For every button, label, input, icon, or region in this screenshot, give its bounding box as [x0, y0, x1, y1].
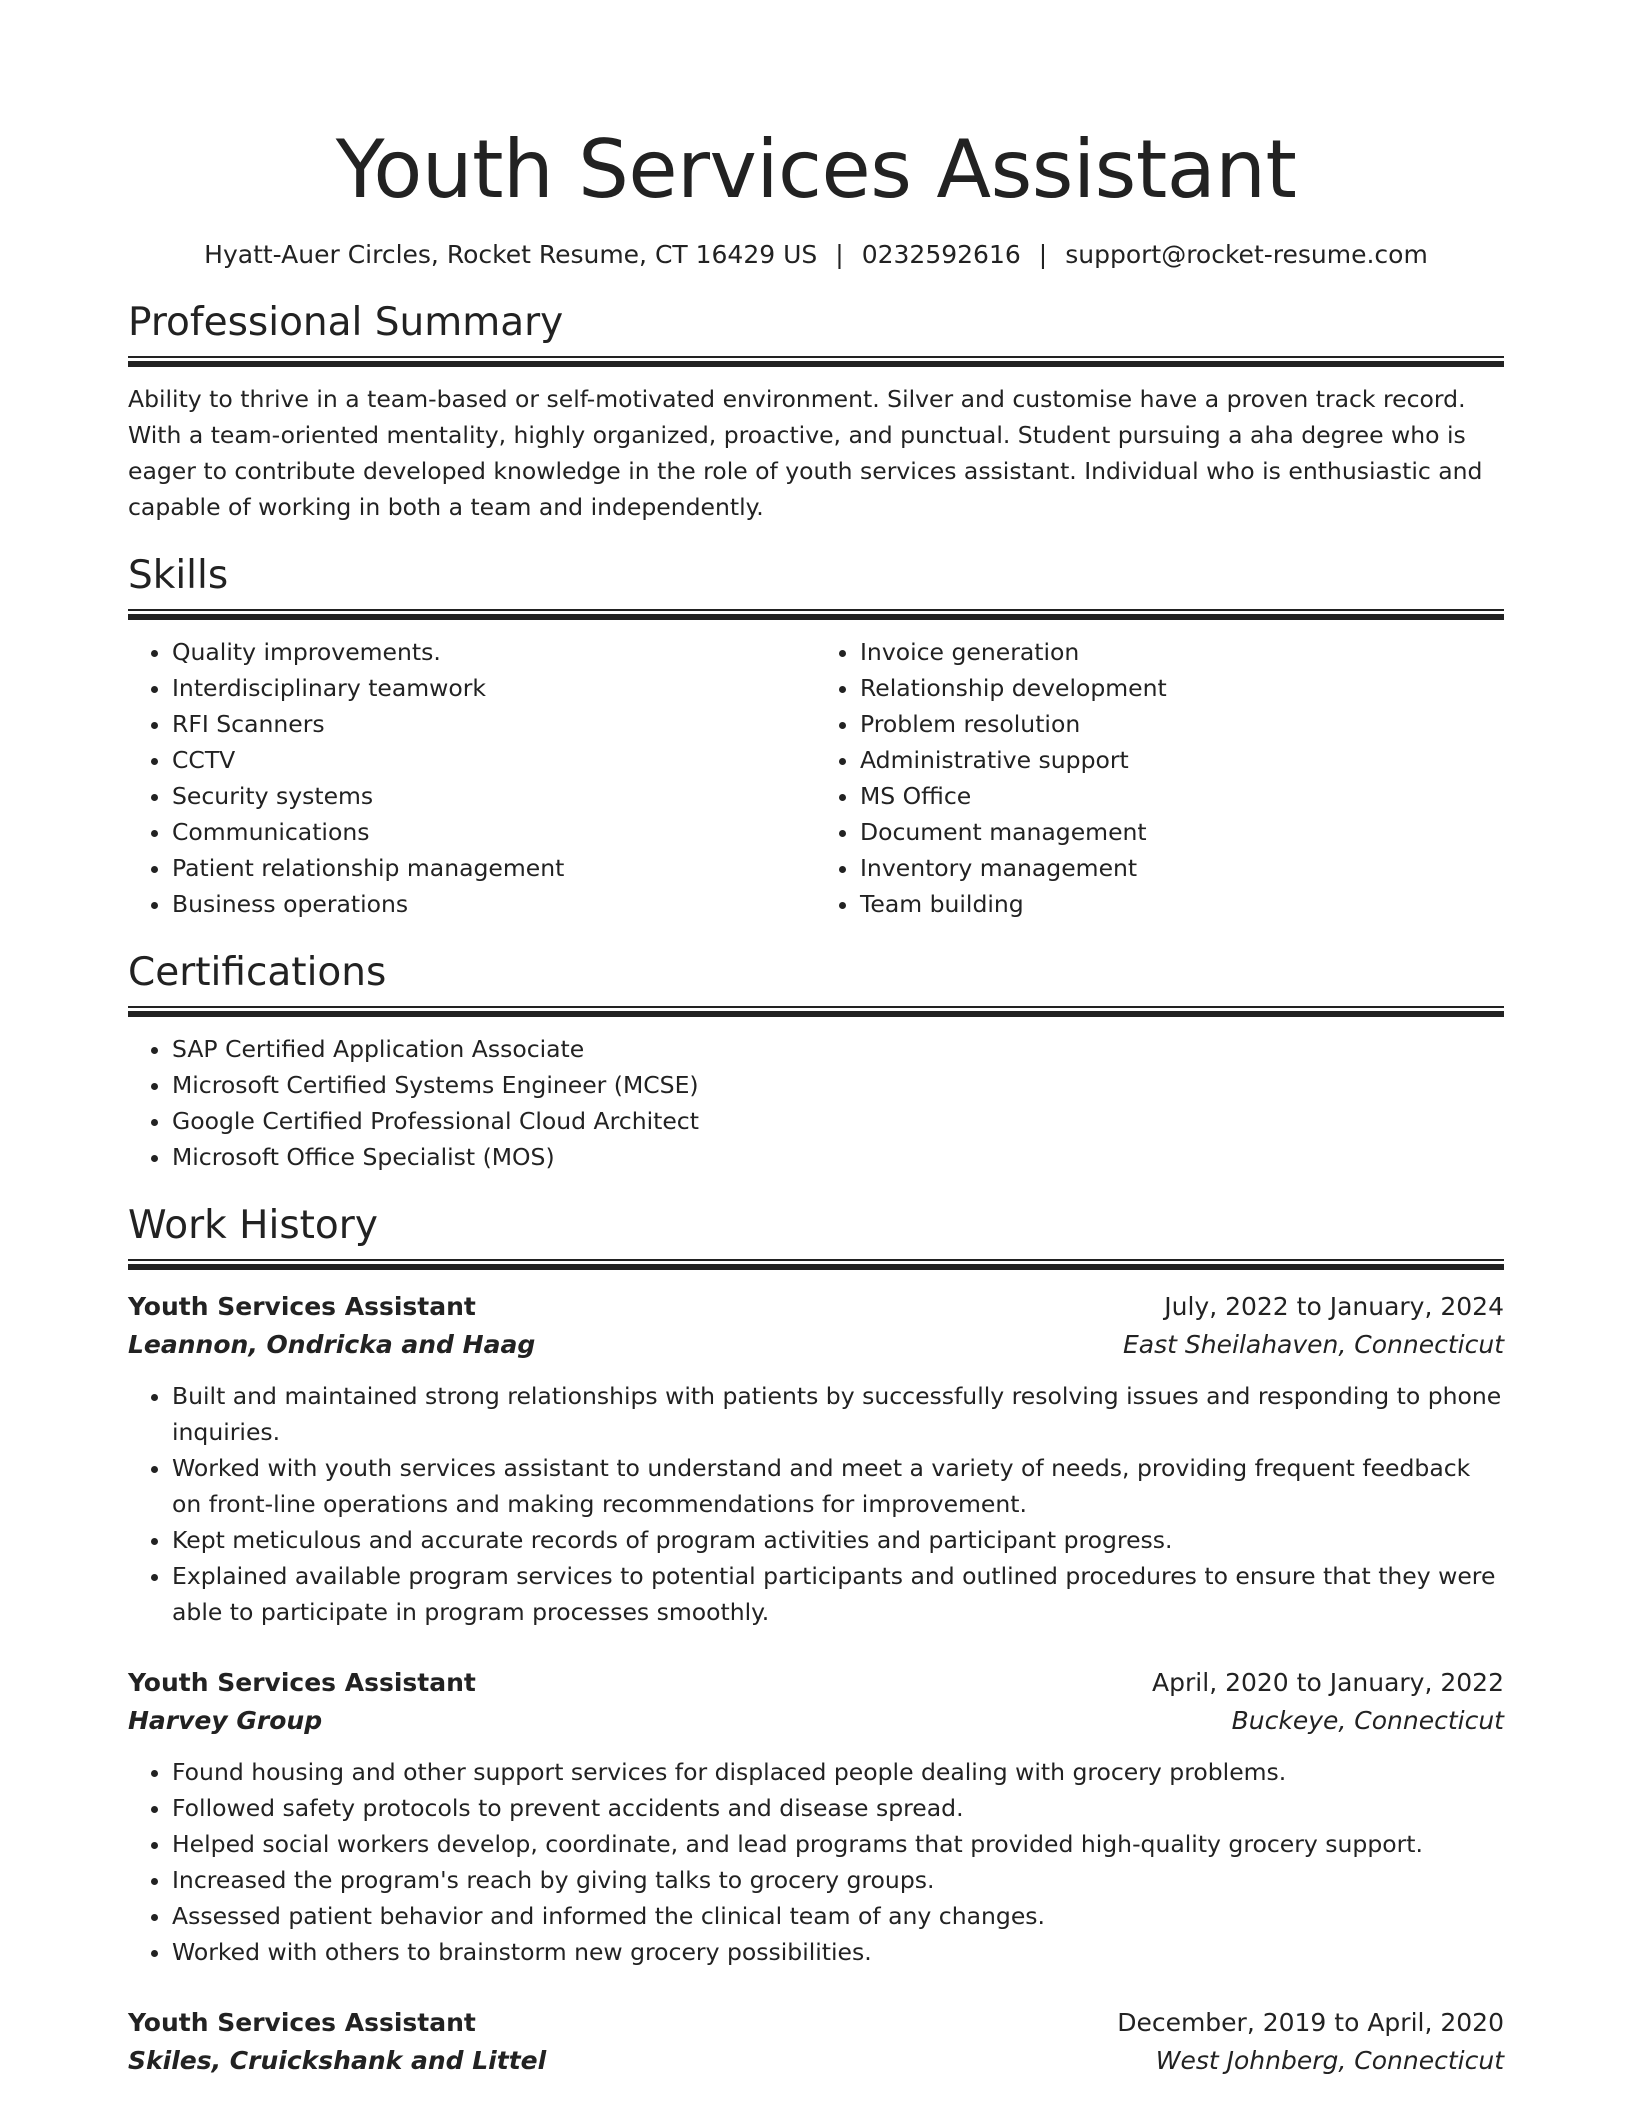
certifications-list	[128, 1031, 1504, 1175]
job-duty: • Built and maintained strong relationships with patients by successfully resolving issues and responding to phone inquiries.	[172, 1378, 1504, 1450]
job-duty: • Increased the program's reach by giving talks to grocery groups.	[172, 1862, 1504, 1898]
section-divider	[128, 1259, 1504, 1270]
skill-item: • Team building	[860, 886, 1504, 922]
skill-item: • RFI Scanners	[172, 706, 816, 742]
job-location: Buckeye, Connecticut	[1231, 1706, 1504, 1735]
summary-text: Ability to thrive in a team-based or self-motivated environment. Silver and customise have a proven track record. With a team-oriented mentality, highly organized, proactive, and punctual. Student pursuing a aha degree who is eager to contribute developed knowledge in the role of youth services assistant. Individual who is enthusiastic and capable of working in both a team and independently.	[128, 385, 1483, 521]
job-duty: • Helped social workers develop, coordinate, and lead programs that provided high-quality grocery support.	[172, 1826, 1504, 1862]
job-company: Leannon, Ondricka and Haag	[128, 1330, 536, 1359]
job-location: West Johnberg, Connecticut	[1155, 2046, 1504, 2075]
job-header	[128, 1288, 1504, 1326]
skill-item: • Document management	[860, 814, 1504, 850]
job-header	[128, 1664, 1504, 1702]
job-duty: • Found housing and other support services for displaced people dealing with grocery problems.	[172, 1754, 1504, 1790]
job-duty: • Explained available program services to potential participants and outlined procedures to ensure that they were able to participate in program processes smoothly.	[172, 1558, 1504, 1630]
contact-separator: |	[835, 240, 844, 269]
section-divider	[128, 1006, 1504, 1017]
job-subheader	[128, 1702, 1504, 1740]
job-header	[128, 2004, 1504, 2042]
skill-item: • Quality improvements.	[172, 634, 816, 670]
section-title-certifications: Certifications	[128, 950, 387, 995]
skill-item: • Problem resolution	[860, 706, 1504, 742]
skill-item: • Business operations	[172, 886, 816, 922]
skill-item: • CCTV	[172, 742, 816, 778]
skill-item: • Interdisciplinary teamwork	[172, 670, 816, 706]
skill-item: • Invoice generation	[860, 634, 1504, 670]
job-title: Youth Services Assistant	[128, 2008, 476, 2037]
job-title: Youth Services Assistant	[128, 1292, 476, 1321]
job-entry	[128, 1288, 1504, 1630]
job-dates: April, 2020 to January, 2022	[1152, 1668, 1504, 1697]
summary-section	[128, 298, 1504, 525]
certifications-section	[128, 948, 1504, 1175]
contact-address: Hyatt-Auer Circles, Rocket Resume, CT 16429 US	[204, 240, 818, 269]
section-title-skills: Skills	[128, 553, 229, 598]
skill-item: • Communications	[172, 814, 816, 850]
job-title: Youth Services Assistant	[128, 1668, 476, 1697]
job-duty: • Worked with others to brainstorm new grocery possibilities.	[172, 1934, 1504, 1970]
job-subheader	[128, 1326, 1504, 1364]
job-entry	[128, 2004, 1504, 2080]
section-divider	[128, 356, 1504, 367]
skills-list-right	[816, 634, 1504, 922]
resume-name: Youth Services Assistant	[335, 123, 1297, 216]
section-divider	[128, 609, 1504, 620]
job-duties	[128, 1378, 1504, 1630]
job-duty: • Assessed patient behavior and informed the clinical team of any changes.	[172, 1898, 1504, 1934]
certification-item: • Microsoft Certified Systems Engineer (MCSE)	[172, 1067, 1504, 1103]
skill-item: • Relationship development	[860, 670, 1504, 706]
skill-item: • Administrative support	[860, 742, 1504, 778]
job-duty: • Worked with youth services assistant to understand and meet a variety of needs, providing frequent feedback on front-line operations and making recommendations for improvement.	[172, 1450, 1504, 1522]
job-company: Skiles, Cruickshank and Littel	[128, 2046, 547, 2075]
contact-separator: |	[1038, 240, 1048, 269]
skill-item: • Inventory management	[860, 850, 1504, 886]
skills-list-left	[128, 634, 816, 922]
job-dates: July, 2022 to January, 2024	[1164, 1292, 1504, 1321]
resume-page	[128, 0, 1504, 2080]
certification-item: • Microsoft Office Specialist (MOS)	[172, 1139, 1504, 1175]
job-location: East Sheilahaven, Connecticut	[1123, 1330, 1504, 1359]
skills-grid	[128, 634, 1504, 922]
work-history-section	[128, 1201, 1504, 2080]
job-duty: • Followed safety protocols to prevent accidents and disease spread.	[172, 1790, 1504, 1826]
job-dates: December, 2019 to April, 2020	[1117, 2008, 1504, 2037]
job-company: Harvey Group	[128, 1706, 323, 1735]
section-title-work-history: Work History	[128, 1203, 378, 1248]
contact-line	[128, 238, 1504, 272]
certification-item: • Google Certified Professional Cloud Architect	[172, 1103, 1504, 1139]
job-duty: • Kept meticulous and accurate records of program activities and participant progress.	[172, 1522, 1504, 1558]
certification-item: • SAP Certified Application Associate	[172, 1031, 1504, 1067]
skill-item: • Security systems	[172, 778, 816, 814]
skill-item: • Patient relationship management	[172, 850, 816, 886]
contact-phone: 0232592616	[861, 240, 1021, 269]
job-subheader	[128, 2042, 1504, 2080]
skill-item: • MS Office	[860, 778, 1504, 814]
skills-section	[128, 551, 1504, 922]
contact-email: support@rocket-resume.com	[1065, 240, 1428, 269]
job-duties	[128, 1754, 1504, 1970]
section-title-summary: Professional Summary	[128, 300, 564, 345]
job-entry	[128, 1664, 1504, 1970]
